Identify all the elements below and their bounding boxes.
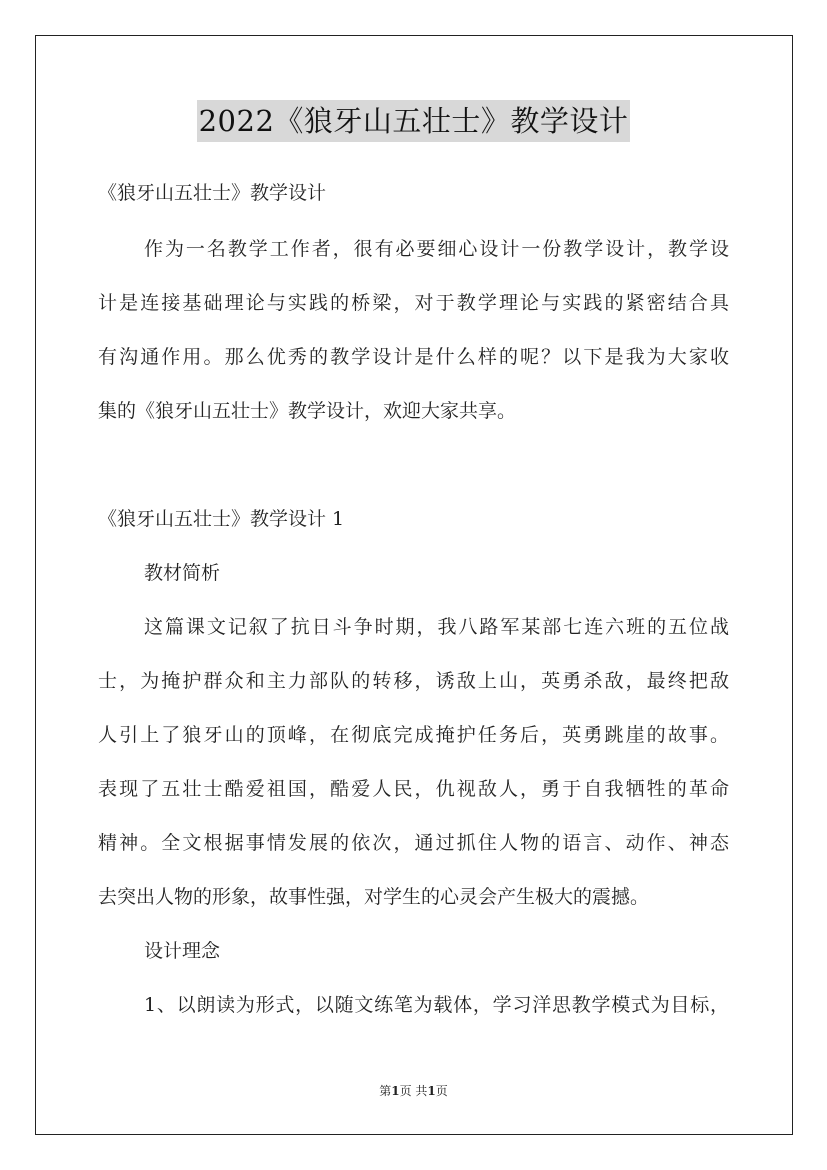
footer-page-number: 1 — [391, 1084, 400, 1098]
section-heading: 《狼牙山五壮士》教学设计 1 — [98, 508, 345, 530]
body-line-1: 这篇课文记叙了抗日斗争时期，我八路军某部七连六班的五位战 — [144, 616, 729, 638]
page-footer — [0, 1083, 827, 1099]
intro-line-2: 计是连接基础理论与实践的桥梁，对于教学理论与实践的紧密结合具 — [98, 292, 729, 314]
body-line-5: 精神。全文根据事情发展的依次，通过抓住人物的语言、动作、神态 — [98, 832, 729, 854]
document-subtitle: 《狼牙山五壮士》教学设计 — [98, 182, 327, 204]
body-line-2: 士，为掩护群众和主力部队的转移，诱敌上山，英勇杀敌，最终把敌 — [98, 670, 729, 692]
body-line-last: 1、以朗读为形式，以随文练笔为载体，学习洋思教学模式为目标， — [144, 994, 729, 1016]
footer-page-mid: 页 共 — [399, 1084, 428, 1098]
intro-line-1: 作为一名教学工作者，很有必要细心设计一份教学设计，教学设 — [144, 238, 729, 260]
subheading-textbook-analysis: 教材简析 — [144, 562, 221, 584]
intro-line-4: 集的《狼牙山五壮士》教学设计，欢迎大家共享。 — [98, 400, 517, 422]
footer-page-prefix: 第 — [379, 1084, 392, 1098]
body-line-6: 去突出人物的形象，故事性强，对学生的心灵会产生极大的震撼。 — [98, 886, 650, 908]
intro-line-3: 有沟通作用。那么优秀的教学设计是什么样的呢？以下是我为大家收 — [98, 346, 729, 368]
subheading-design-concept: 设计理念 — [144, 940, 221, 962]
body-line-3: 人引上了狼牙山的顶峰，在彻底完成掩护任务后，英勇跳崖的故事。 — [98, 724, 729, 746]
document-title: 2022《狼牙山五壮士》教学设计 — [197, 100, 631, 142]
footer-page-suffix: 页 — [435, 1084, 448, 1098]
body-line-4: 表现了五壮士酷爱祖国，酷爱人民，仇视敌人，勇于自我牺牲的革命 — [98, 778, 729, 800]
title-container — [0, 100, 827, 142]
footer-total-pages: 1 — [427, 1084, 436, 1098]
